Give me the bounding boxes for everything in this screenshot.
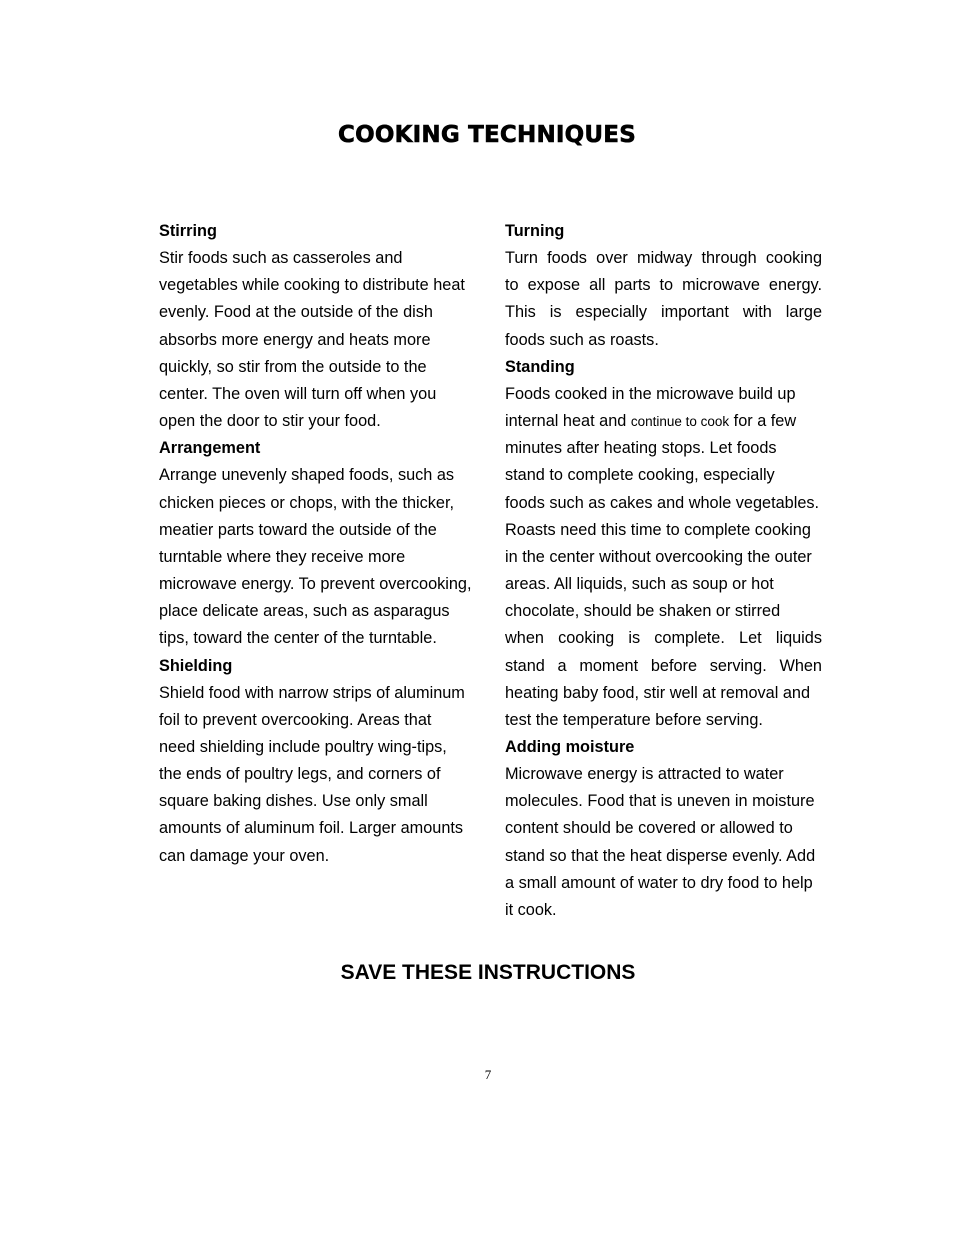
text-line: minutes after heating stops. Let foods: [505, 439, 777, 458]
text-line: in the center without overcooking the outer: [505, 547, 812, 566]
turning-text: [505, 245, 822, 354]
text-line: quickly, so stir from the outside to the: [159, 357, 427, 376]
text-line: [505, 408, 822, 435]
text-line: Microwave energy is attracted to water: [505, 765, 784, 784]
text-line: This is especially important with large: [505, 303, 822, 322]
standing-text: [505, 381, 822, 734]
text-line: open the door to stir your food.: [159, 412, 381, 431]
text-line: evenly. Food at the outside of the dish: [159, 303, 433, 322]
text-line: stand to complete cooking, especially: [505, 466, 775, 485]
text-line: when cooking is complete. Let liquids: [505, 629, 822, 648]
text-line: center. The oven will turn off when you: [159, 384, 437, 403]
text-line: test the temperature before serving.: [505, 710, 763, 729]
text-line: Arrange unevenly shaped foods, such as: [159, 466, 455, 485]
text-line: amounts of aluminum foil. Larger amounts: [159, 819, 464, 838]
text-line: chicken pieces or chops, with the thicker,: [159, 493, 455, 512]
text-line: place delicate areas, such as asparagus: [159, 602, 450, 621]
text-line: the ends of poultry legs, and corners of: [159, 765, 441, 784]
standing-heading: Standing: [505, 357, 575, 376]
text-line: turntable where they receive more: [159, 547, 406, 566]
arrangement-text: [159, 462, 479, 652]
text-line: tips, toward the center of the turntable.: [159, 629, 437, 648]
page-title: COOKING TECHNIQUES: [338, 122, 636, 148]
shielding-text: [159, 680, 479, 870]
text-line: Foods cooked in the microwave build up: [505, 384, 796, 403]
text-line: need shielding include poultry wing-tips,: [159, 737, 447, 756]
text-line: molecules. Food that is uneven in moisture: [505, 792, 815, 811]
text-line: Turn foods over midway through cooking: [505, 249, 822, 268]
text-line: meatier parts toward the outside of the: [159, 520, 437, 539]
text-line: stand so that the heat disperse evenly. Add: [505, 846, 816, 865]
stirring-text: [159, 245, 479, 435]
text-line: chocolate, should be shaken or stirred: [505, 602, 781, 621]
text-line: foods such as roasts.: [505, 330, 659, 349]
left-column: [159, 218, 479, 870]
page-number: 7: [484, 1067, 492, 1082]
text-line: a small amount of water to dry food to help: [505, 873, 813, 892]
text-fragment: internal heat and: [505, 412, 631, 431]
text-line: areas. All liquids, such as soup or hot: [505, 575, 774, 594]
text-line: foil to prevent overcooking. Areas that: [159, 710, 432, 729]
text-line: Roasts need this time to complete cooking: [505, 520, 811, 539]
text-line: it cook.: [505, 900, 557, 919]
text-line: to expose all parts to microwave energy.: [505, 276, 822, 295]
stirring-heading: Stirring: [159, 222, 217, 240]
arrangement-heading: Arrangement: [159, 439, 261, 458]
text-line: absorbs more energy and heats more: [159, 330, 431, 349]
shielding-heading: Shielding: [159, 656, 233, 675]
turning-heading: Turning: [505, 222, 565, 240]
text-line: content should be covered or allowed to: [505, 819, 793, 838]
text-line: stand a moment before serving. When: [505, 656, 822, 675]
text-line: foods such as cakes and whole vegetables.: [505, 493, 820, 512]
small-text-fragment: continue to cook: [630, 414, 730, 430]
text-line: Stir foods such as casseroles and: [159, 249, 403, 268]
right-column: [505, 218, 822, 924]
text-line: heating baby food, stir well at removal and: [505, 683, 810, 702]
text-fragment: for a few: [729, 412, 797, 431]
adding-moisture-text: [505, 761, 822, 924]
text-line: can damage your oven.: [159, 846, 330, 865]
text-line: square baking dishes. Use only small: [159, 792, 428, 811]
text-line: microwave energy. To prevent overcooking,: [159, 575, 472, 594]
text-line: vegetables while cooking to distribute heat: [159, 276, 465, 295]
adding-moisture-heading: Adding moisture: [505, 737, 635, 756]
text-line: Shield food with narrow strips of aluminum: [159, 683, 465, 702]
save-instructions-heading: SAVE THESE INSTRUCTIONS: [340, 961, 636, 984]
